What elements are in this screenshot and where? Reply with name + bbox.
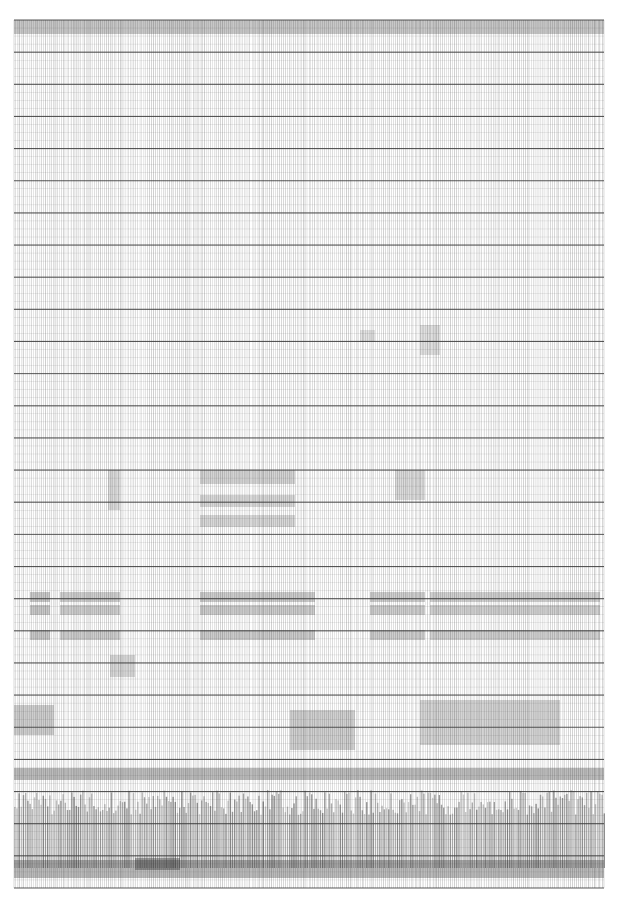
ink-column (452, 814, 453, 868)
ink-column (304, 791, 305, 868)
text-block (200, 515, 295, 527)
ink-column (368, 815, 369, 868)
ink-column (436, 803, 437, 868)
ink-column (529, 805, 530, 868)
ink-column (335, 799, 336, 868)
ink-column (21, 807, 22, 868)
ink-column (194, 795, 195, 868)
ink-column (432, 798, 433, 868)
ink-column (201, 800, 202, 868)
ink-column (49, 795, 50, 868)
ink-column (67, 810, 68, 868)
ink-column (320, 810, 321, 868)
ink-column (370, 790, 371, 868)
ink-column (520, 791, 521, 868)
ink-column (278, 794, 279, 868)
ink-column (93, 806, 94, 868)
ink-column (293, 803, 294, 868)
ink-column (447, 806, 448, 868)
ink-column (208, 803, 209, 868)
ink-column (505, 801, 506, 868)
text-block (135, 858, 180, 870)
ink-column (439, 795, 440, 868)
ink-column (45, 799, 46, 868)
ink-column (280, 790, 281, 868)
text-block (60, 630, 120, 640)
ink-column (56, 800, 57, 868)
ink-column (601, 795, 602, 868)
ink-column (366, 802, 367, 868)
ink-column (588, 808, 589, 868)
ink-column (192, 796, 193, 868)
summary-band (14, 768, 604, 780)
ink-column (590, 791, 591, 868)
ink-column (441, 805, 442, 868)
text-block (360, 330, 375, 342)
ink-column (300, 814, 301, 868)
ink-column (23, 795, 24, 868)
ink-column (555, 798, 556, 868)
footer-strip (14, 860, 604, 878)
ink-column (333, 812, 334, 868)
ink-column (51, 814, 52, 868)
ink-column (210, 806, 211, 868)
ink-column (274, 796, 275, 868)
ink-column (245, 799, 246, 868)
ink-column (478, 807, 479, 868)
ink-column (388, 809, 389, 868)
ink-column (491, 814, 492, 868)
ink-column (313, 809, 314, 868)
text-block (200, 470, 295, 484)
ink-column (78, 807, 79, 868)
ink-column (115, 811, 116, 868)
text-block (200, 605, 315, 615)
ink-column (513, 809, 514, 868)
ink-column (568, 801, 569, 868)
ink-column (582, 797, 583, 868)
ink-column (265, 806, 266, 868)
ink-column (223, 808, 224, 868)
ink-column (29, 804, 30, 868)
ink-column (544, 807, 545, 868)
ink-column (326, 809, 327, 868)
text-block (420, 325, 440, 355)
ink-column (302, 811, 303, 868)
ink-column (410, 794, 411, 868)
ink-column (538, 808, 539, 868)
ink-column (232, 812, 233, 868)
ink-column (584, 805, 585, 868)
ink-column (142, 792, 143, 868)
ink-column (430, 793, 431, 868)
ink-column (102, 810, 103, 868)
ink-column (573, 791, 574, 868)
ink-column (509, 792, 510, 868)
ink-column (144, 797, 145, 868)
ink-column (76, 806, 77, 868)
ink-column (225, 814, 226, 868)
ink-column (32, 809, 33, 868)
ink-column (291, 808, 292, 868)
text-block (290, 710, 355, 750)
ink-column (58, 804, 59, 868)
ink-column (311, 794, 312, 868)
ink-column (500, 810, 501, 868)
ink-column (84, 804, 85, 868)
ink-column (344, 792, 345, 868)
ink-column (408, 802, 409, 868)
ink-column (359, 797, 360, 868)
ink-column (340, 805, 341, 868)
ink-column (236, 801, 237, 868)
text-block (430, 592, 600, 602)
ink-column (498, 809, 499, 868)
ink-column (216, 791, 217, 868)
ink-column (120, 801, 121, 868)
ink-column (377, 803, 378, 868)
ink-column (331, 803, 332, 868)
ink-column (395, 813, 396, 868)
text-block (430, 605, 600, 615)
ink-column (203, 796, 204, 868)
ink-column (282, 807, 283, 868)
ink-column (80, 795, 81, 868)
ink-column (511, 799, 512, 868)
ink-column (489, 802, 490, 868)
ink-column (362, 810, 363, 868)
ink-column (36, 793, 37, 868)
ink-column (384, 809, 385, 868)
ink-column (604, 813, 605, 868)
text-block (110, 655, 135, 677)
ink-column (423, 794, 424, 868)
text-block (30, 592, 50, 602)
ink-column (172, 797, 173, 868)
ink-column (595, 804, 596, 868)
ink-column (579, 796, 580, 868)
ink-column (485, 808, 486, 868)
ink-column (197, 803, 198, 868)
ink-column (309, 793, 310, 868)
ink-column (71, 792, 72, 868)
ink-column (128, 791, 129, 868)
ink-column (157, 796, 158, 868)
ink-column (227, 801, 228, 868)
ink-column (419, 811, 420, 868)
ink-column (199, 814, 200, 868)
text-block (14, 705, 54, 735)
ink-column (597, 791, 598, 868)
ink-column (263, 801, 264, 868)
ink-column (533, 813, 534, 868)
ink-column (469, 809, 470, 868)
ink-column (401, 799, 402, 868)
ink-column (549, 792, 550, 868)
ink-column (593, 814, 594, 868)
ink-column (337, 800, 338, 868)
text-block (200, 495, 295, 507)
ink-column (27, 801, 28, 868)
ink-column (465, 812, 466, 868)
text-block (60, 605, 120, 615)
ink-column (43, 796, 44, 868)
ink-column (238, 796, 239, 868)
ink-column (243, 793, 244, 868)
ink-column (98, 807, 99, 868)
ink-column (131, 814, 132, 868)
ink-column (364, 814, 365, 868)
ink-column (296, 796, 297, 868)
ink-column (458, 802, 459, 868)
text-block (420, 700, 560, 745)
ink-column (221, 807, 222, 868)
ink-column (386, 808, 387, 868)
ink-column (586, 793, 587, 868)
ink-column (355, 797, 356, 868)
ink-column (496, 810, 497, 868)
ink-column (95, 809, 96, 868)
ink-column (373, 813, 374, 868)
ink-column (375, 794, 376, 868)
ink-column (502, 812, 503, 868)
ink-column (480, 802, 481, 868)
ink-column (494, 802, 495, 868)
ink-column (351, 811, 352, 868)
ink-column (542, 796, 543, 868)
ink-column (111, 792, 112, 868)
ink-column (522, 793, 523, 868)
ink-column (322, 813, 323, 868)
ink-column (122, 802, 123, 868)
ink-column (403, 803, 404, 868)
ink-column (188, 803, 189, 868)
ink-column (535, 804, 536, 868)
ink-column (346, 794, 347, 868)
ink-column (117, 806, 118, 868)
header-strip (14, 20, 604, 34)
ink-column (73, 797, 74, 868)
ink-column (287, 807, 288, 868)
ink-column (527, 815, 528, 868)
ink-column (230, 793, 231, 868)
ink-column (205, 802, 206, 868)
ink-column (47, 806, 48, 868)
ink-column (564, 795, 565, 868)
ink-column (133, 793, 134, 868)
ink-column (599, 794, 600, 868)
ink-column (476, 810, 477, 868)
text-block (430, 630, 600, 640)
ink-column (91, 794, 92, 868)
ink-column (577, 799, 578, 868)
ink-column (60, 801, 61, 868)
ink-column (168, 801, 169, 868)
ink-column (100, 811, 101, 868)
ink-column (241, 812, 242, 868)
ink-column (329, 794, 330, 868)
text-block (395, 470, 425, 500)
ink-column (353, 814, 354, 868)
ink-column (434, 795, 435, 868)
ink-column (425, 814, 426, 868)
ink-column (315, 799, 316, 868)
ink-column (247, 796, 248, 868)
ink-column (258, 796, 259, 868)
ink-column (540, 795, 541, 868)
ink-column (82, 791, 83, 868)
ink-column (557, 805, 558, 868)
text-block (200, 630, 315, 640)
ink-column (276, 792, 277, 868)
ink-column (14, 807, 15, 868)
ink-column (531, 806, 532, 868)
ink-column (575, 815, 576, 868)
ink-column (252, 804, 253, 868)
ink-column (269, 809, 270, 868)
ink-column (551, 812, 552, 868)
ink-column (524, 793, 525, 868)
ink-column (483, 804, 484, 868)
ink-column (487, 802, 488, 868)
ink-column (443, 808, 444, 868)
ink-column (560, 796, 561, 868)
ink-column (318, 809, 319, 868)
ink-column (307, 796, 308, 868)
ink-column (153, 796, 154, 868)
ink-column (397, 813, 398, 868)
ink-column (467, 793, 468, 868)
ink-column (456, 807, 457, 868)
text-block (60, 592, 120, 602)
text-block (370, 592, 425, 602)
ink-column (571, 790, 572, 868)
ink-column (256, 810, 257, 868)
ink-column (553, 791, 554, 868)
ink-column (450, 815, 451, 868)
ink-column (461, 792, 462, 868)
ink-column (89, 797, 90, 868)
ink-column (65, 803, 66, 868)
ink-column (25, 793, 26, 868)
ink-column (212, 792, 213, 868)
ink-column (186, 813, 187, 868)
ink-column (38, 800, 39, 868)
ink-column (234, 800, 235, 868)
ink-column (445, 814, 446, 868)
ink-column (392, 810, 393, 868)
text-block (108, 470, 120, 510)
ink-column (214, 811, 215, 868)
ink-column (406, 812, 407, 868)
ink-column (390, 793, 391, 868)
text-block (370, 605, 425, 615)
ink-column (109, 808, 110, 868)
text-block (30, 630, 50, 640)
ink-column (126, 808, 127, 868)
ink-column (254, 811, 255, 868)
ink-column (463, 795, 464, 868)
ink-column (104, 804, 105, 868)
ink-column (472, 802, 473, 868)
ink-column (34, 797, 35, 868)
ink-column (417, 797, 418, 868)
ink-column (379, 812, 380, 868)
ink-column (181, 791, 182, 868)
ink-column (267, 790, 268, 868)
ink-column (40, 805, 41, 868)
text-block (200, 592, 315, 602)
text-block (30, 605, 50, 615)
ink-column (357, 790, 358, 868)
ink-column (516, 808, 517, 868)
ink-column (414, 805, 415, 868)
ink-column (342, 813, 343, 868)
ink-column (507, 809, 508, 868)
ink-column (164, 791, 165, 868)
ink-column (106, 811, 107, 868)
text-block (370, 630, 425, 640)
ink-column (16, 808, 17, 868)
ink-column (421, 790, 422, 868)
ink-column (285, 812, 286, 868)
ink-column (348, 793, 349, 868)
ink-column (562, 798, 563, 868)
ink-column (148, 797, 149, 868)
ink-column (271, 795, 272, 868)
ink-column (183, 807, 184, 868)
ink-column (159, 799, 160, 868)
ink-column (428, 793, 429, 868)
ink-column (454, 808, 455, 868)
ink-column (219, 793, 220, 868)
ink-column (113, 813, 114, 868)
ink-column (289, 814, 290, 868)
ink-column (381, 806, 382, 868)
ink-column (518, 810, 519, 868)
ink-column (124, 802, 125, 868)
ink-column (190, 793, 191, 868)
ink-column (546, 793, 547, 868)
ink-column (399, 800, 400, 868)
ink-column (62, 794, 63, 868)
ink-column (412, 805, 413, 868)
ink-column (87, 812, 88, 868)
ink-column (474, 793, 475, 868)
ink-column (18, 793, 19, 868)
ink-column (249, 802, 250, 868)
ink-column (54, 811, 55, 868)
ink-column (324, 792, 325, 868)
ink-column (566, 794, 567, 868)
ink-column (166, 797, 167, 868)
ink-column (69, 810, 70, 868)
